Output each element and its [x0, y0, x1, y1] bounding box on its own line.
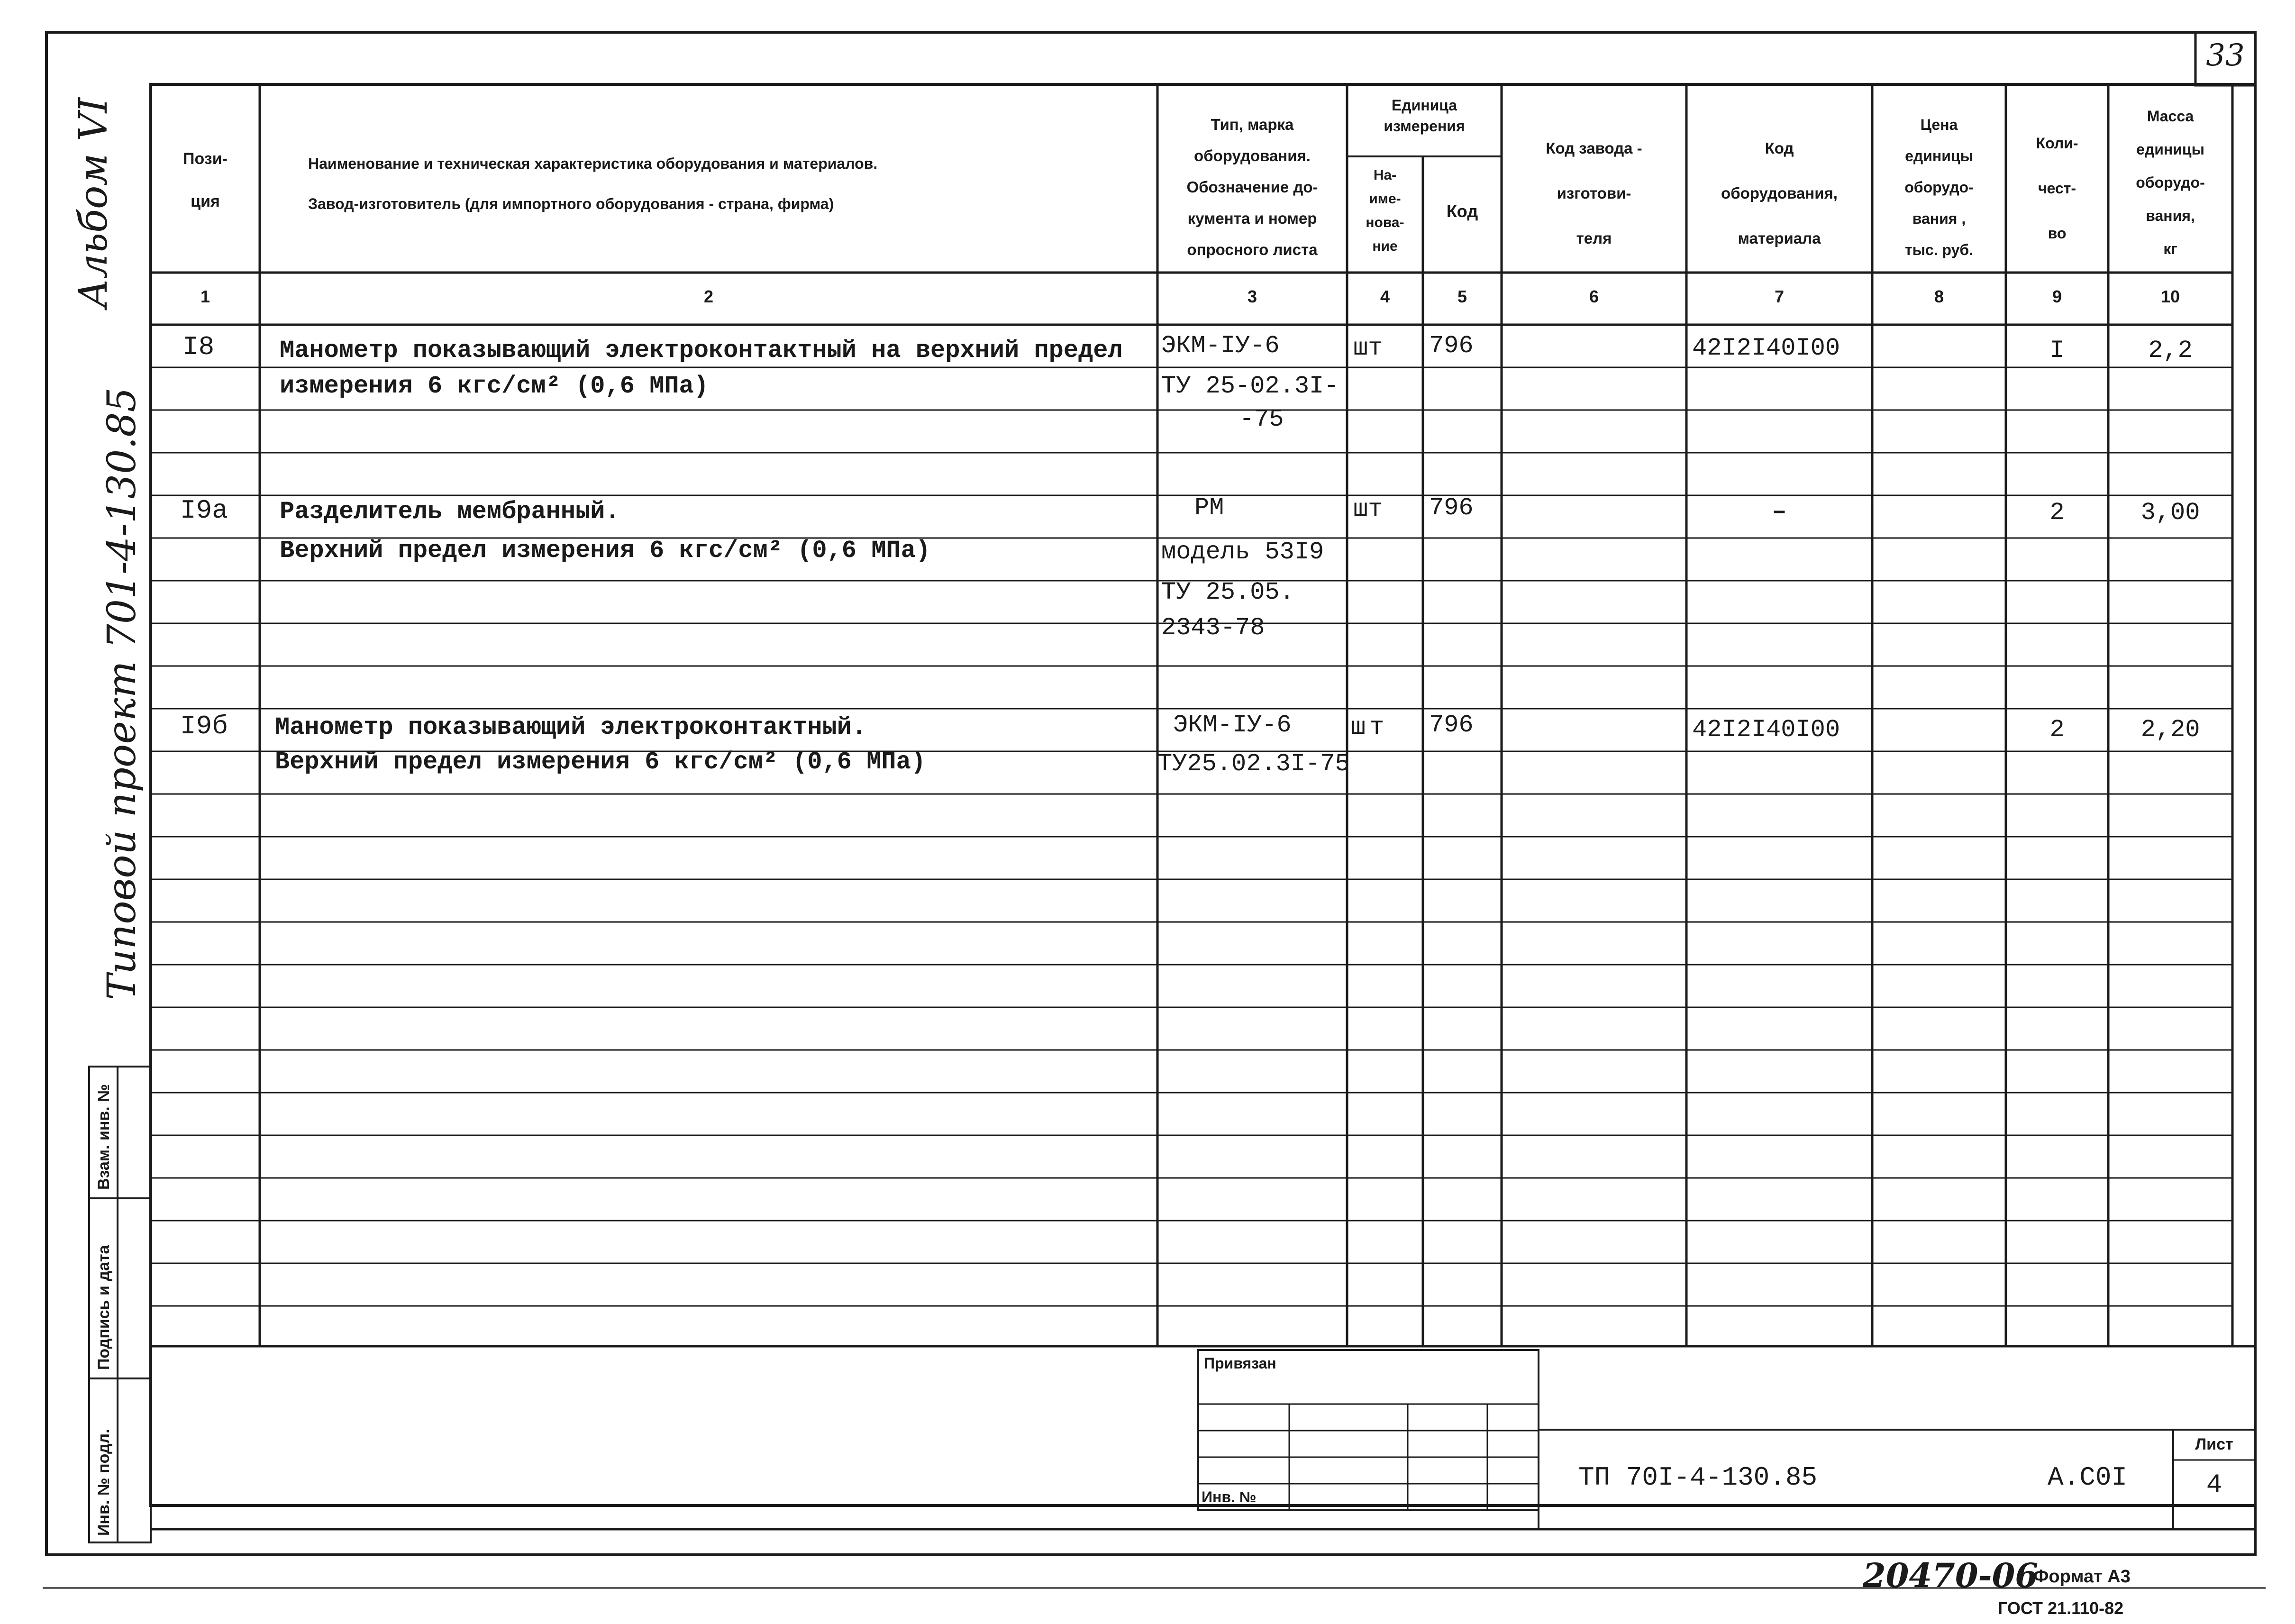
col-number: 4 — [1380, 287, 1390, 306]
side-cell-inv: Инв. № подл. — [95, 1429, 113, 1536]
item-position: I9б — [180, 711, 228, 741]
list-label: Лист — [2195, 1435, 2233, 1453]
item-unit: шт — [1353, 495, 1383, 523]
sheet-code: А.С0I — [2048, 1462, 2128, 1493]
gost-label: ГОСТ 21.110-82 — [1998, 1598, 2124, 1618]
side-cell-vzam: Взам. инв. № — [95, 1084, 113, 1190]
col-number: 3 — [1247, 287, 1257, 306]
item-type-line: ЭКМ-IУ-6 — [1161, 332, 1280, 360]
inv-label: Инв. № — [1202, 1488, 1257, 1505]
col-number: 8 — [1934, 287, 1944, 306]
header-quantity: Коли- чест- во — [2036, 135, 2078, 242]
item-equip-code: 42I2I40I00 — [1692, 716, 1840, 744]
item-quantity: 2 — [2049, 499, 2065, 527]
item-unit: шт — [1351, 713, 1388, 741]
list-number: 4 — [2206, 1469, 2222, 1500]
header-unit-code: Код — [1446, 201, 1478, 221]
item-quantity: I — [2049, 337, 2065, 365]
col-number: 6 — [1589, 287, 1599, 306]
item-type-line: ТУ 25.05. — [1161, 578, 1294, 606]
item-position: I9а — [180, 495, 228, 526]
item-type-line: модель 53I9 — [1161, 538, 1324, 566]
item-quantity: 2 — [2049, 716, 2065, 744]
item-type-line: ТУ 25-02.3I- — [1161, 372, 1339, 400]
privyazan-label: Привязан — [1204, 1355, 1276, 1372]
item-unit-code: 796 — [1429, 332, 1474, 360]
item-mass: 2,2 — [2148, 337, 2193, 365]
item-mass: 2,20 — [2140, 716, 2200, 744]
col-number: 2 — [703, 287, 714, 306]
item-name-line: Верхний предел измерения 6 кгс/см² (0,6 МПа) — [275, 748, 926, 776]
col-number: 9 — [2052, 287, 2062, 306]
item-name-line: Верхний предел измерения 6 кгс/см² (0,6 МПа) — [280, 537, 931, 565]
col-number: 5 — [1457, 287, 1467, 306]
item-type-line: 2343-78 — [1161, 614, 1265, 642]
header-type: Тип, марка оборудования. Обозначение до- кумента и номер опросного листа — [1186, 116, 1318, 258]
project-label: Типовой проект 701-4-130.85 — [100, 387, 145, 1000]
col-number: 10 — [2160, 287, 2180, 306]
item-name-line: Разделитель мембранный. — [280, 498, 620, 526]
header-price: Цена единицы оборудо- вания , тыс. руб. — [1904, 116, 1974, 258]
header-equip-code: Код оборудования, материала — [1721, 139, 1838, 247]
header-unit-title: Единица измерения — [1384, 97, 1465, 135]
item-equip-code: 42I2I40I00 — [1692, 334, 1840, 362]
item-name-line: измерения 6 кгс/см² (0,6 МПа) — [280, 372, 709, 400]
document-code: ТП 70I-4-130.85 — [1578, 1462, 1818, 1493]
page-number: 33 — [2206, 38, 2245, 73]
format-label: Формат А3 — [2033, 1567, 2131, 1587]
archive-stamp: 20470-06 — [1863, 1556, 2038, 1595]
item-unit-code: 796 — [1429, 711, 1474, 739]
header-mass: Масса единицы оборудо- вания, кг — [2136, 108, 2205, 257]
header-plant-code: Код завода - изготови- теля — [1546, 139, 1642, 247]
col-number: 7 — [1774, 287, 1785, 306]
header-position: Пози- ция — [183, 150, 228, 210]
album-label: Альбом VI — [71, 97, 116, 308]
col-number: 1 — [200, 287, 210, 306]
item-name-line: Манометр показывающий электроконтактный. — [275, 713, 867, 741]
item-equip-code: – — [1772, 498, 1787, 526]
item-position: I8 — [182, 332, 215, 362]
item-type-line: РМ — [1194, 494, 1224, 522]
header-unit-name: На- име- нова- ние — [1366, 167, 1404, 254]
header-name: Наименование и техническая характеристика оборудования и материалов. Завод-изготовитель (для импортного оборудования - страна, фирма) — [308, 155, 878, 212]
item-mass: 3,00 — [2140, 499, 2200, 527]
item-name-line: Манометр показывающий электроконтактный на верхний предел — [280, 337, 1123, 365]
item-type-line: ТУ25.02.3I-75 — [1157, 750, 1350, 778]
side-cell-podpis: Подпись и дата — [95, 1245, 113, 1370]
item-unit-code: 796 — [1429, 494, 1474, 522]
item-unit: шт — [1353, 334, 1383, 362]
item-type-line: -75 — [1239, 405, 1284, 433]
item-type-line: ЭКМ-IУ-6 — [1173, 711, 1292, 739]
